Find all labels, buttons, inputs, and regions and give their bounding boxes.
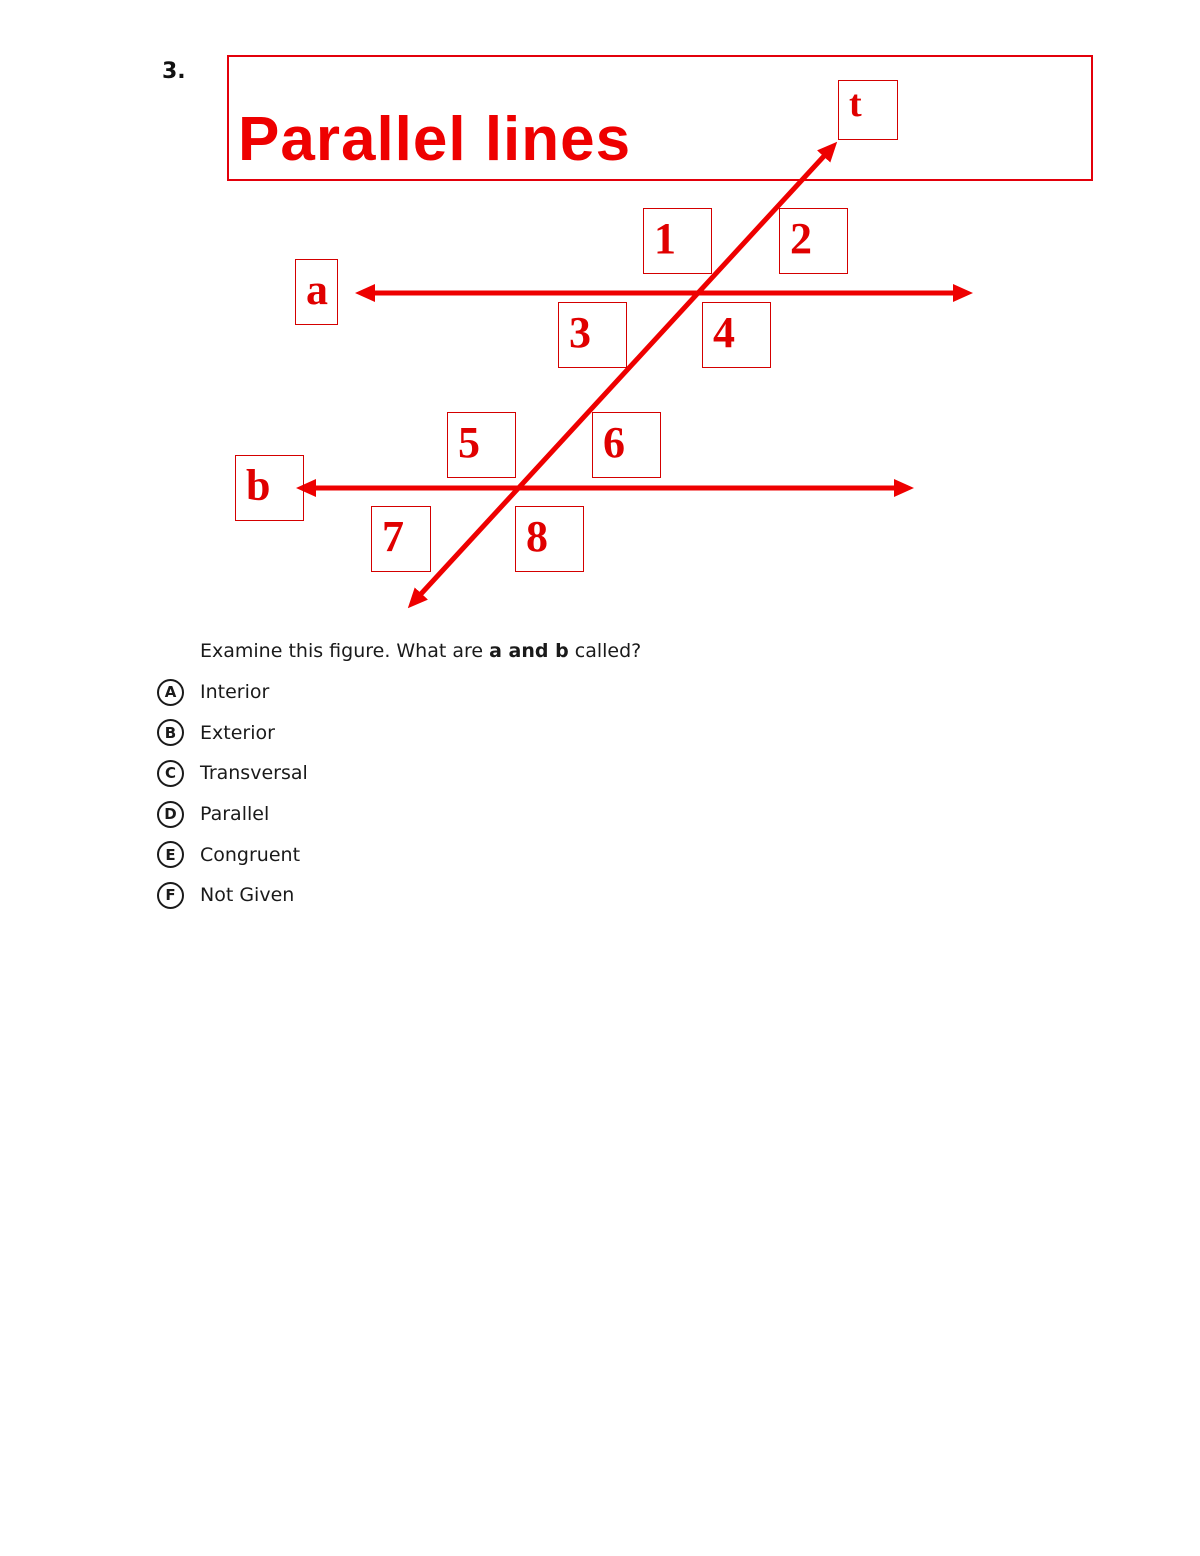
parallel-lines-figure (0, 0, 1200, 640)
option-bubble[interactable]: D (157, 801, 184, 828)
option-e[interactable] (157, 834, 308, 875)
question-number: 3. (162, 59, 186, 84)
option-bubble[interactable]: B (157, 719, 184, 746)
option-bubble[interactable]: C (157, 760, 184, 787)
option-text: Not Given (200, 884, 295, 907)
option-c[interactable] (157, 753, 308, 794)
label-a: a (295, 259, 338, 325)
option-b[interactable] (157, 713, 308, 754)
angle-label-7: 7 (371, 506, 431, 572)
label-b: b (235, 455, 304, 521)
figure-title: Parallel lines (238, 105, 632, 174)
option-text: Congruent (200, 843, 301, 866)
label-t: t (838, 80, 898, 140)
question-prompt (200, 638, 641, 664)
prompt-text-bold: a and b (489, 640, 569, 662)
angle-label-1: 1 (643, 208, 712, 274)
option-d[interactable] (157, 794, 308, 835)
angle-label-4: 4 (702, 302, 771, 368)
option-f[interactable] (157, 875, 308, 916)
transversal-t (420, 155, 825, 595)
angle-label-2: 2 (779, 208, 848, 274)
option-bubble[interactable]: F (157, 882, 184, 909)
option-text: Exterior (200, 721, 275, 744)
prompt-text-after: called? (568, 640, 642, 662)
option-text: Interior (200, 681, 270, 704)
angle-label-6: 6 (592, 412, 661, 478)
option-text: Parallel (200, 803, 270, 826)
angle-label-5: 5 (447, 412, 516, 478)
option-bubble[interactable]: E (157, 841, 184, 868)
option-text: Transversal (200, 762, 308, 785)
prompt-text-before: Examine this figure. What are (200, 640, 490, 662)
angle-label-3: 3 (558, 302, 627, 368)
option-a[interactable] (157, 672, 308, 713)
option-bubble[interactable]: A (157, 679, 184, 706)
answer-options (157, 672, 308, 916)
angle-label-8: 8 (515, 506, 584, 572)
